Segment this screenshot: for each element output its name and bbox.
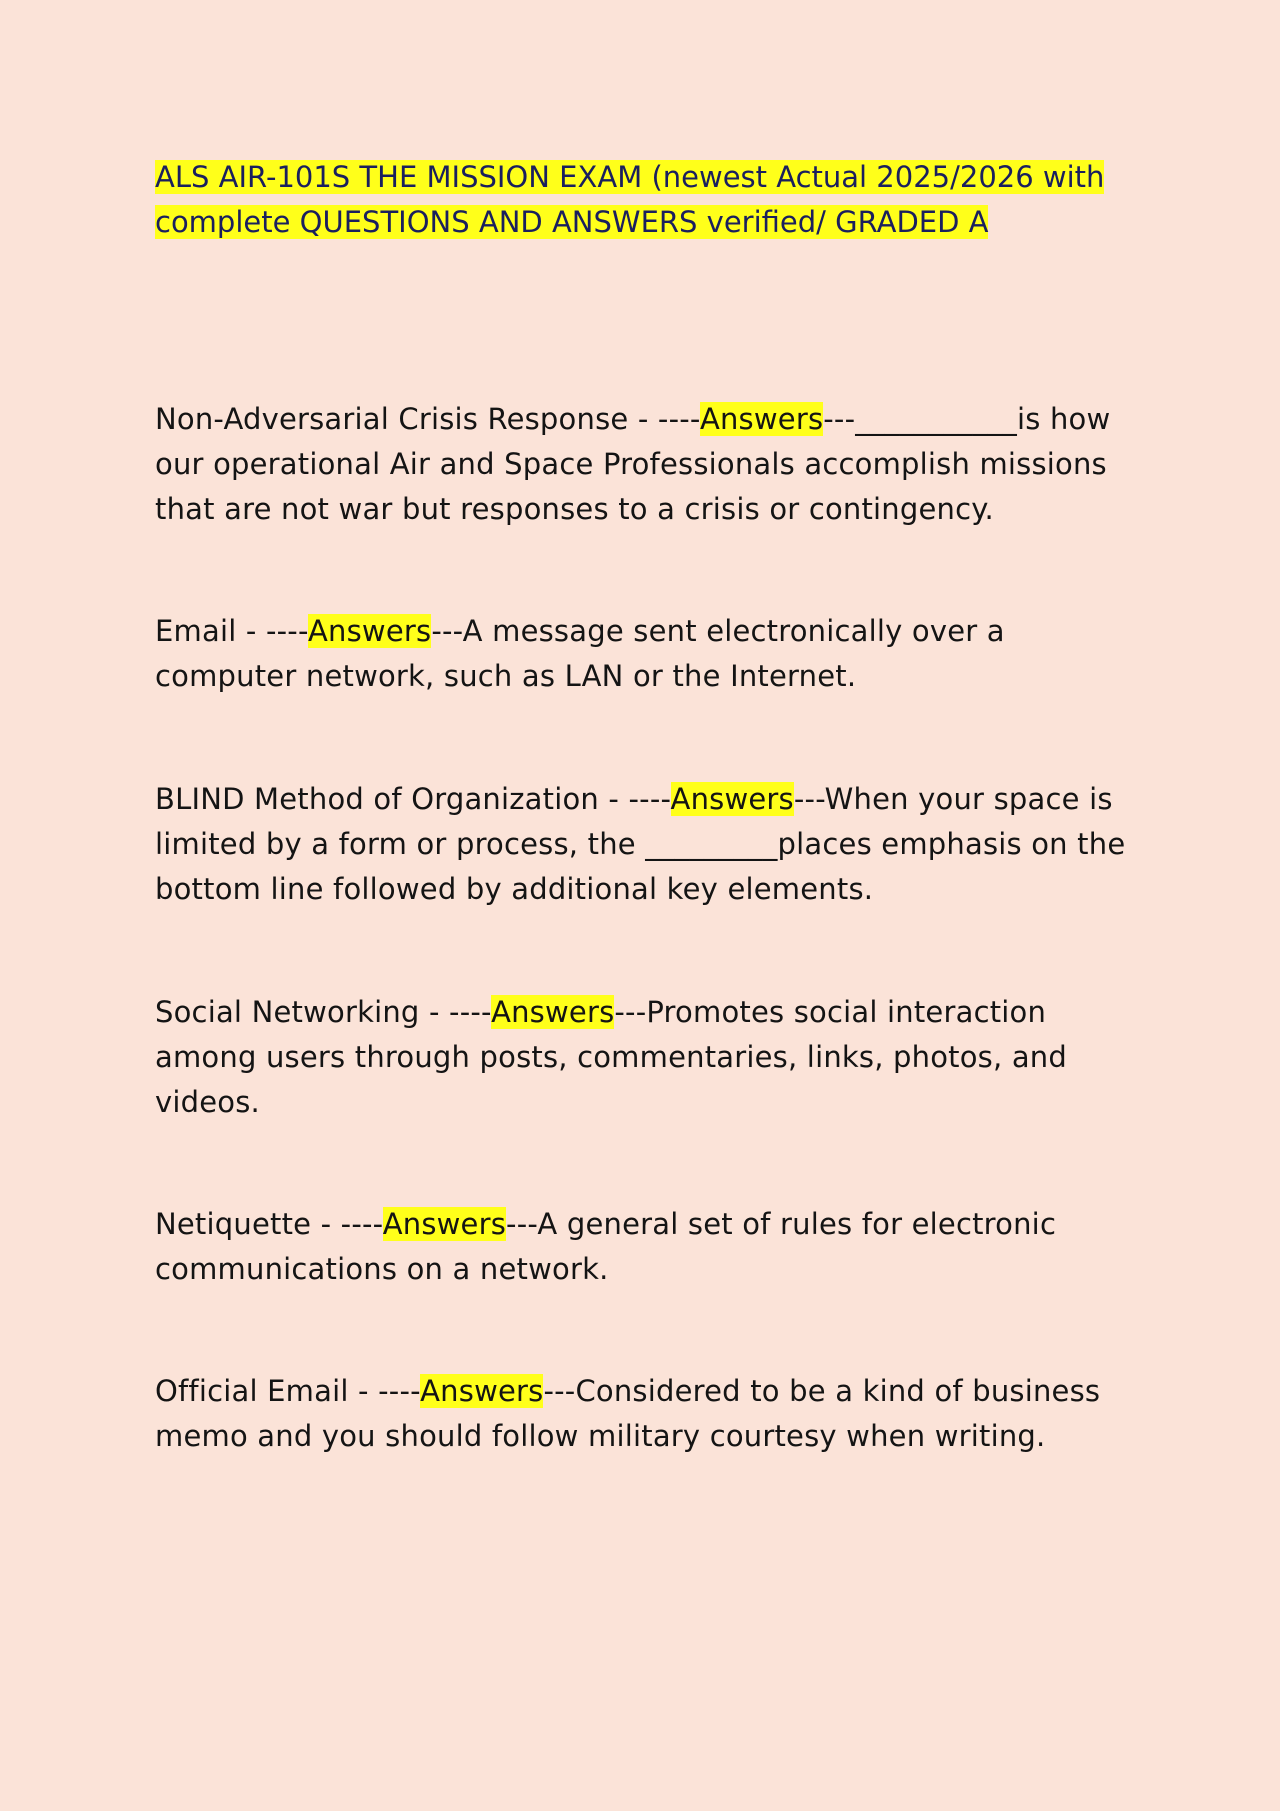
answers-label: Answers	[491, 995, 615, 1029]
qa-term: Official Email - ----	[155, 1374, 421, 1408]
qa-term: Netiquette - ----	[155, 1207, 383, 1241]
qa-definition: ---A general set of rules for electronic communications on a network.	[155, 1207, 1057, 1286]
qa-definition: ---Promotes social interaction among users through posts, commentaries, links, photos, and videos.	[155, 995, 1067, 1119]
answers-label: Answers	[307, 614, 432, 648]
answers-label: Answers	[699, 402, 824, 436]
qa-term: Email - ----	[155, 614, 308, 648]
answers-label: Answers	[420, 1374, 544, 1408]
qa-term: Non-Adversarial Crisis Response - ----	[155, 402, 700, 436]
document-title-text: ALS AIR-101S THE MISSION EXAM (newest Actual 2025/2026 with complete QUESTIONS AND ANSWERS verified/ GRADED A	[155, 160, 1105, 239]
qa-entry	[155, 1202, 1130, 1292]
qa-entry	[155, 990, 1130, 1125]
qa-definition: ---When your space is limited by a form or process, the _________places emphasis on the bottom line followed by additional key elements.	[155, 782, 1126, 906]
qa-term: Social Networking - ----	[155, 995, 492, 1029]
document-title	[155, 155, 1130, 245]
qa-entry	[155, 609, 1130, 699]
qa-definition: ---A message sent electronically over a computer network, such as LAN or the Internet.	[155, 614, 1005, 693]
qa-definition: ---___________is how our operational Air and Space Professionals accomplish missions that are not war but responses to a crisis or contingency.	[155, 402, 1111, 526]
qa-entry	[155, 397, 1130, 532]
qa-definition: ---Considered to be a kind of business memo and you should follow military courtesy when writing.	[155, 1374, 1101, 1453]
qa-term: BLIND Method of Organization - ----	[155, 782, 671, 816]
qa-entry	[155, 1369, 1130, 1459]
answers-label: Answers	[670, 782, 794, 816]
qa-list	[155, 397, 1130, 1459]
answers-label: Answers	[382, 1207, 507, 1241]
qa-entry	[155, 777, 1130, 912]
